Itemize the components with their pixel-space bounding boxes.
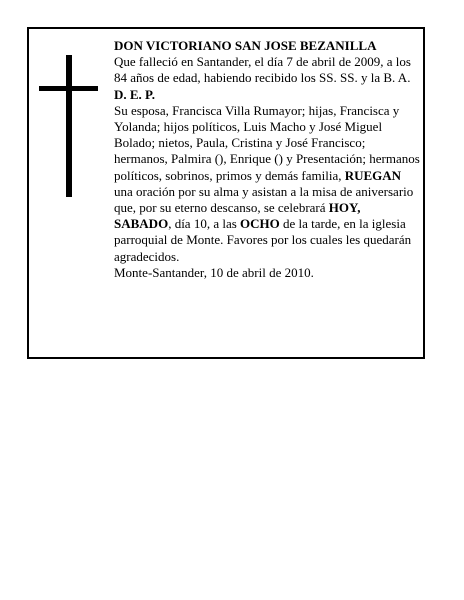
dep-line: D. E. P. [114, 86, 156, 102]
mass-day: HOY, SABADO [114, 200, 361, 232]
cross-vertical-bar [66, 55, 72, 197]
location-date-line: Monte-Santander, 10 de abril de 2010. [114, 264, 314, 280]
mass-place: de la tarde, en la iglesia parroquial de Monte. Favores por los cuales les quedarán agradecidos. [114, 216, 412, 264]
family-paragraph [114, 103, 420, 265]
mass-date: , día 10, a las [168, 216, 241, 232]
deceased-name: DON VICTORIANO SAN JOSE BEZANILLA [114, 38, 377, 53]
ruegan-request: una oración por su alma y asistan a la misa de aniversario que, por su eterno descanso, se celebrará [114, 183, 414, 216]
family-intro: Su esposa, Francisca Villa Rumayor; hijas, Francisca y Yolanda; hijos políticos, Luis Macho y José Miguel Bolado; nietos, Paula, Cristina y José Francisco; hermanos, Palmira (), Enrique () y Presentación; hermanos políticos, sobrinos, primos y demás familia, [114, 102, 420, 183]
notice-body [114, 38, 420, 281]
cross-horizontal-bar [39, 86, 98, 91]
death-info: Que falleció en Santander, el día 7 de abril de 2009, a los 84 años de edad, habiendo recibido los SS. SS. y la B. A. [114, 54, 411, 86]
mass-hour: OCHO [240, 216, 280, 232]
ruegan-text: RUEGAN [344, 167, 402, 183]
obituary-notice [27, 27, 425, 359]
